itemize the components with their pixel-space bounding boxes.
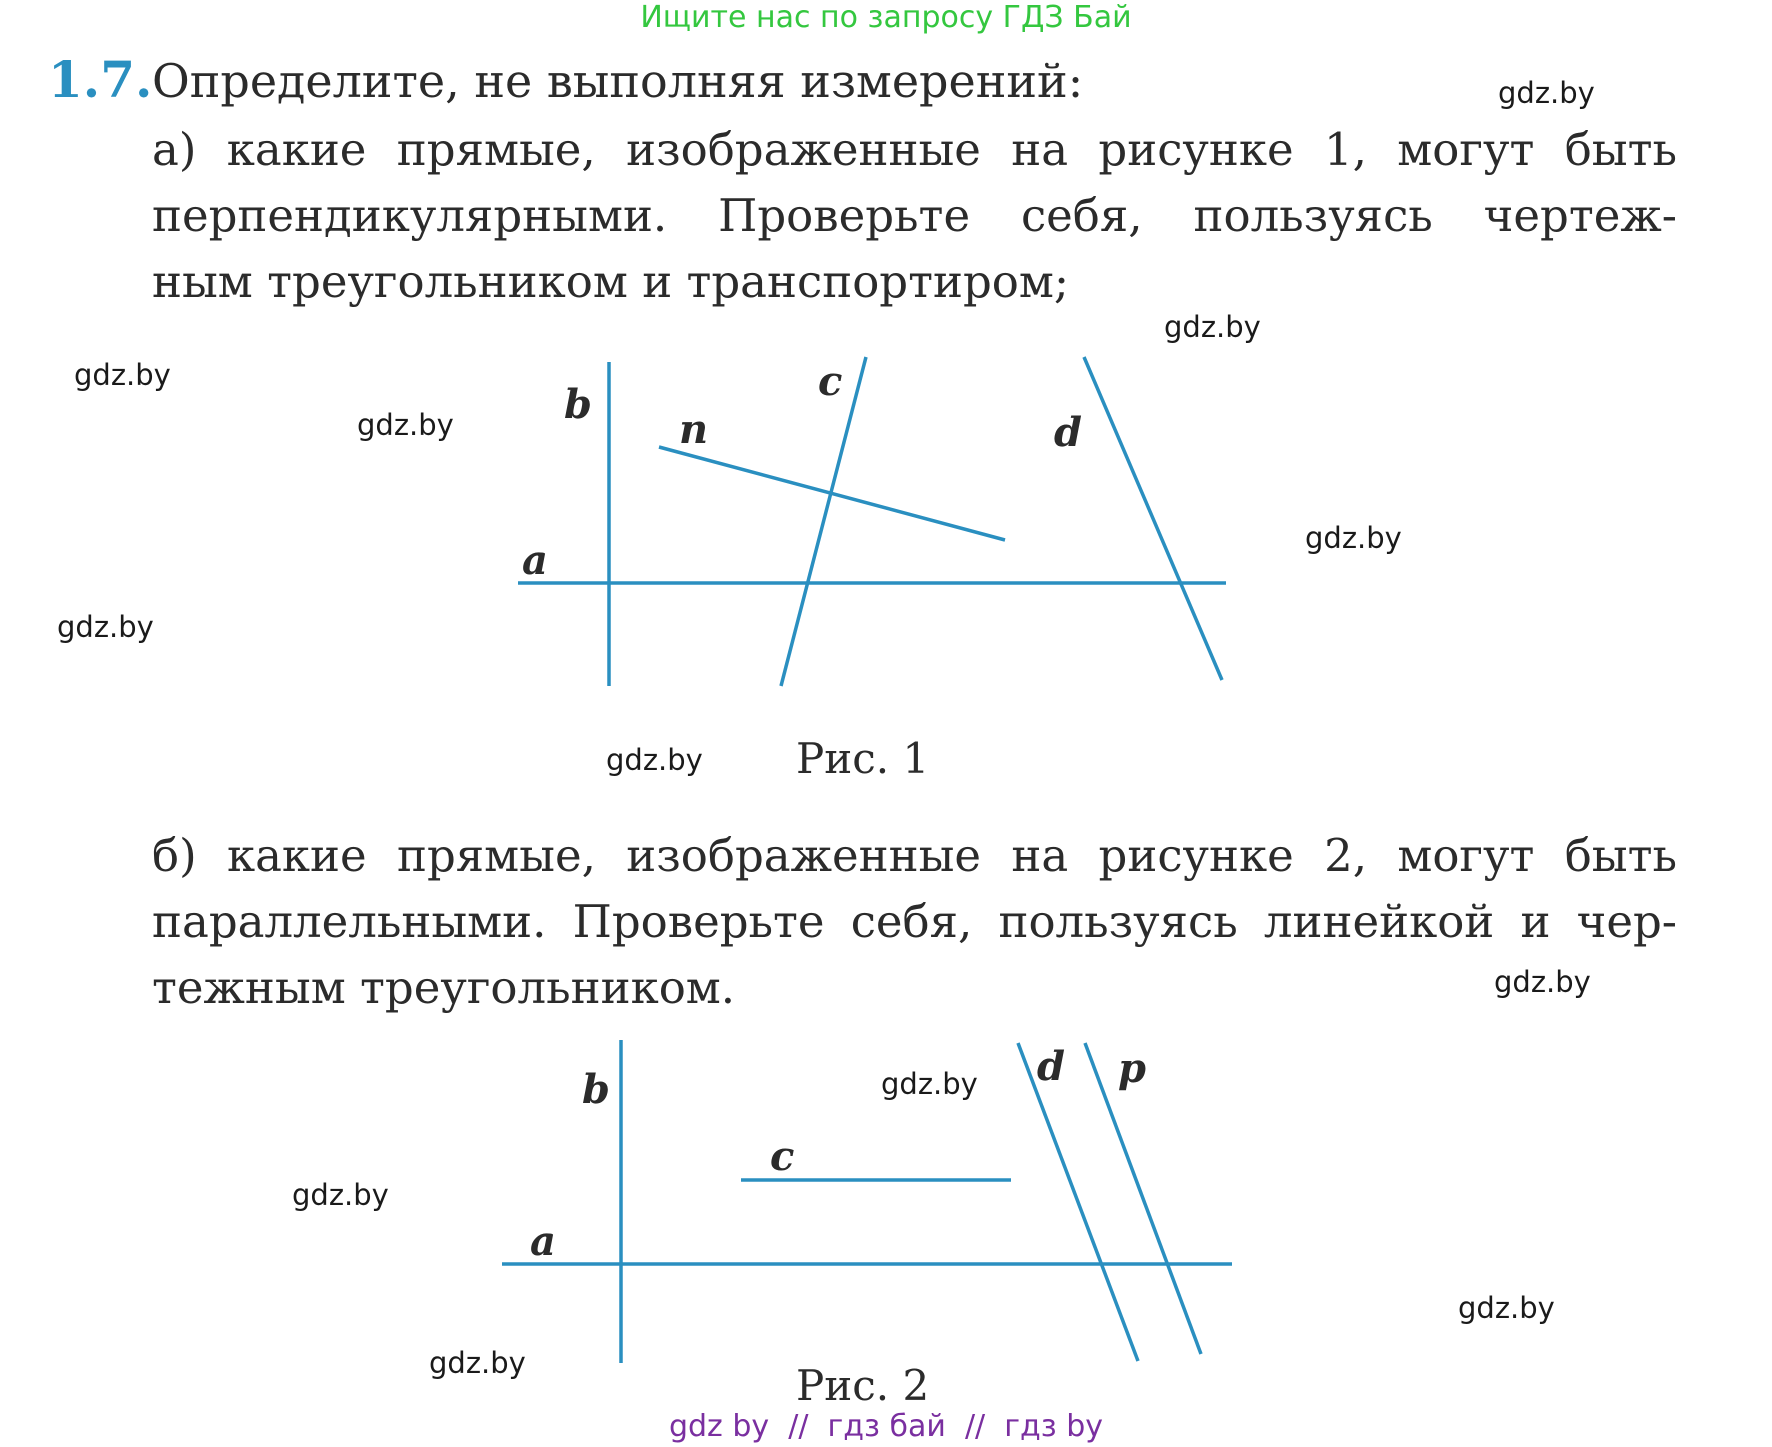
fig1-label-a: a — [522, 537, 548, 584]
task-number: 1.7. — [48, 50, 153, 109]
footer-links: gdz by // гдз бай // гдз by — [668, 1409, 1104, 1444]
fig1-line-c — [781, 357, 866, 686]
fig2-label-p: p — [1118, 1045, 1146, 1092]
watermark: gdz.by — [606, 743, 703, 777]
fig1-line-n — [659, 447, 1005, 540]
fig1-label-n: n — [679, 406, 709, 453]
part-b-line-2: параллельными. Проверьте себя, пользуясь линейкой и чер - — [152, 889, 1677, 955]
figure-2-caption: Рис. 2 — [796, 1361, 930, 1410]
fig1-line-d — [1084, 357, 1222, 680]
part-b-text — [152, 823, 1677, 1021]
part-a-line-3: ным треугольником и транспортиром; — [152, 255, 1070, 308]
part-a-line-2: перпендикулярными. Проверьте себя, пользуясь чертеж - — [152, 183, 1677, 249]
part-a-line-1: а) какие прямые, изображенные на рисунке 1, могут быть — [152, 123, 1677, 176]
fig1-label-d: d — [1054, 409, 1082, 456]
watermark: gdz.by — [1498, 76, 1595, 110]
part-b-line-1: б) какие прямые, изображенные на рисунке 2, могут быть — [152, 829, 1677, 882]
fig1-label-b: b — [564, 381, 592, 428]
watermark: gdz.by — [57, 610, 154, 644]
fig2-label-b: b — [582, 1066, 610, 1113]
fig1-label-c: c — [818, 358, 843, 405]
watermark: gdz.by — [1494, 965, 1591, 999]
watermark: gdz.by — [357, 408, 454, 442]
fig2-label-c: c — [770, 1133, 795, 1180]
watermark: gdz.by — [1305, 521, 1402, 555]
watermark: gdz.by — [1164, 310, 1261, 344]
part-b-line-3: тежным треугольником. — [152, 961, 736, 1014]
search-banner: Ищите нас по запросу ГДЗ Бай — [640, 0, 1132, 35]
watermark: gdz.by — [429, 1346, 526, 1380]
task-title: Определите, не выполняя измерений: — [152, 54, 1084, 108]
figure-1-caption: Рис. 1 — [796, 734, 930, 783]
watermark: gdz.by — [881, 1067, 978, 1101]
watermark: gdz.by — [1458, 1291, 1555, 1325]
fig2-label-a: a — [530, 1218, 556, 1265]
fig2-label-d: d — [1037, 1043, 1065, 1090]
watermark: gdz.by — [292, 1178, 389, 1212]
watermark: gdz.by — [74, 358, 171, 392]
